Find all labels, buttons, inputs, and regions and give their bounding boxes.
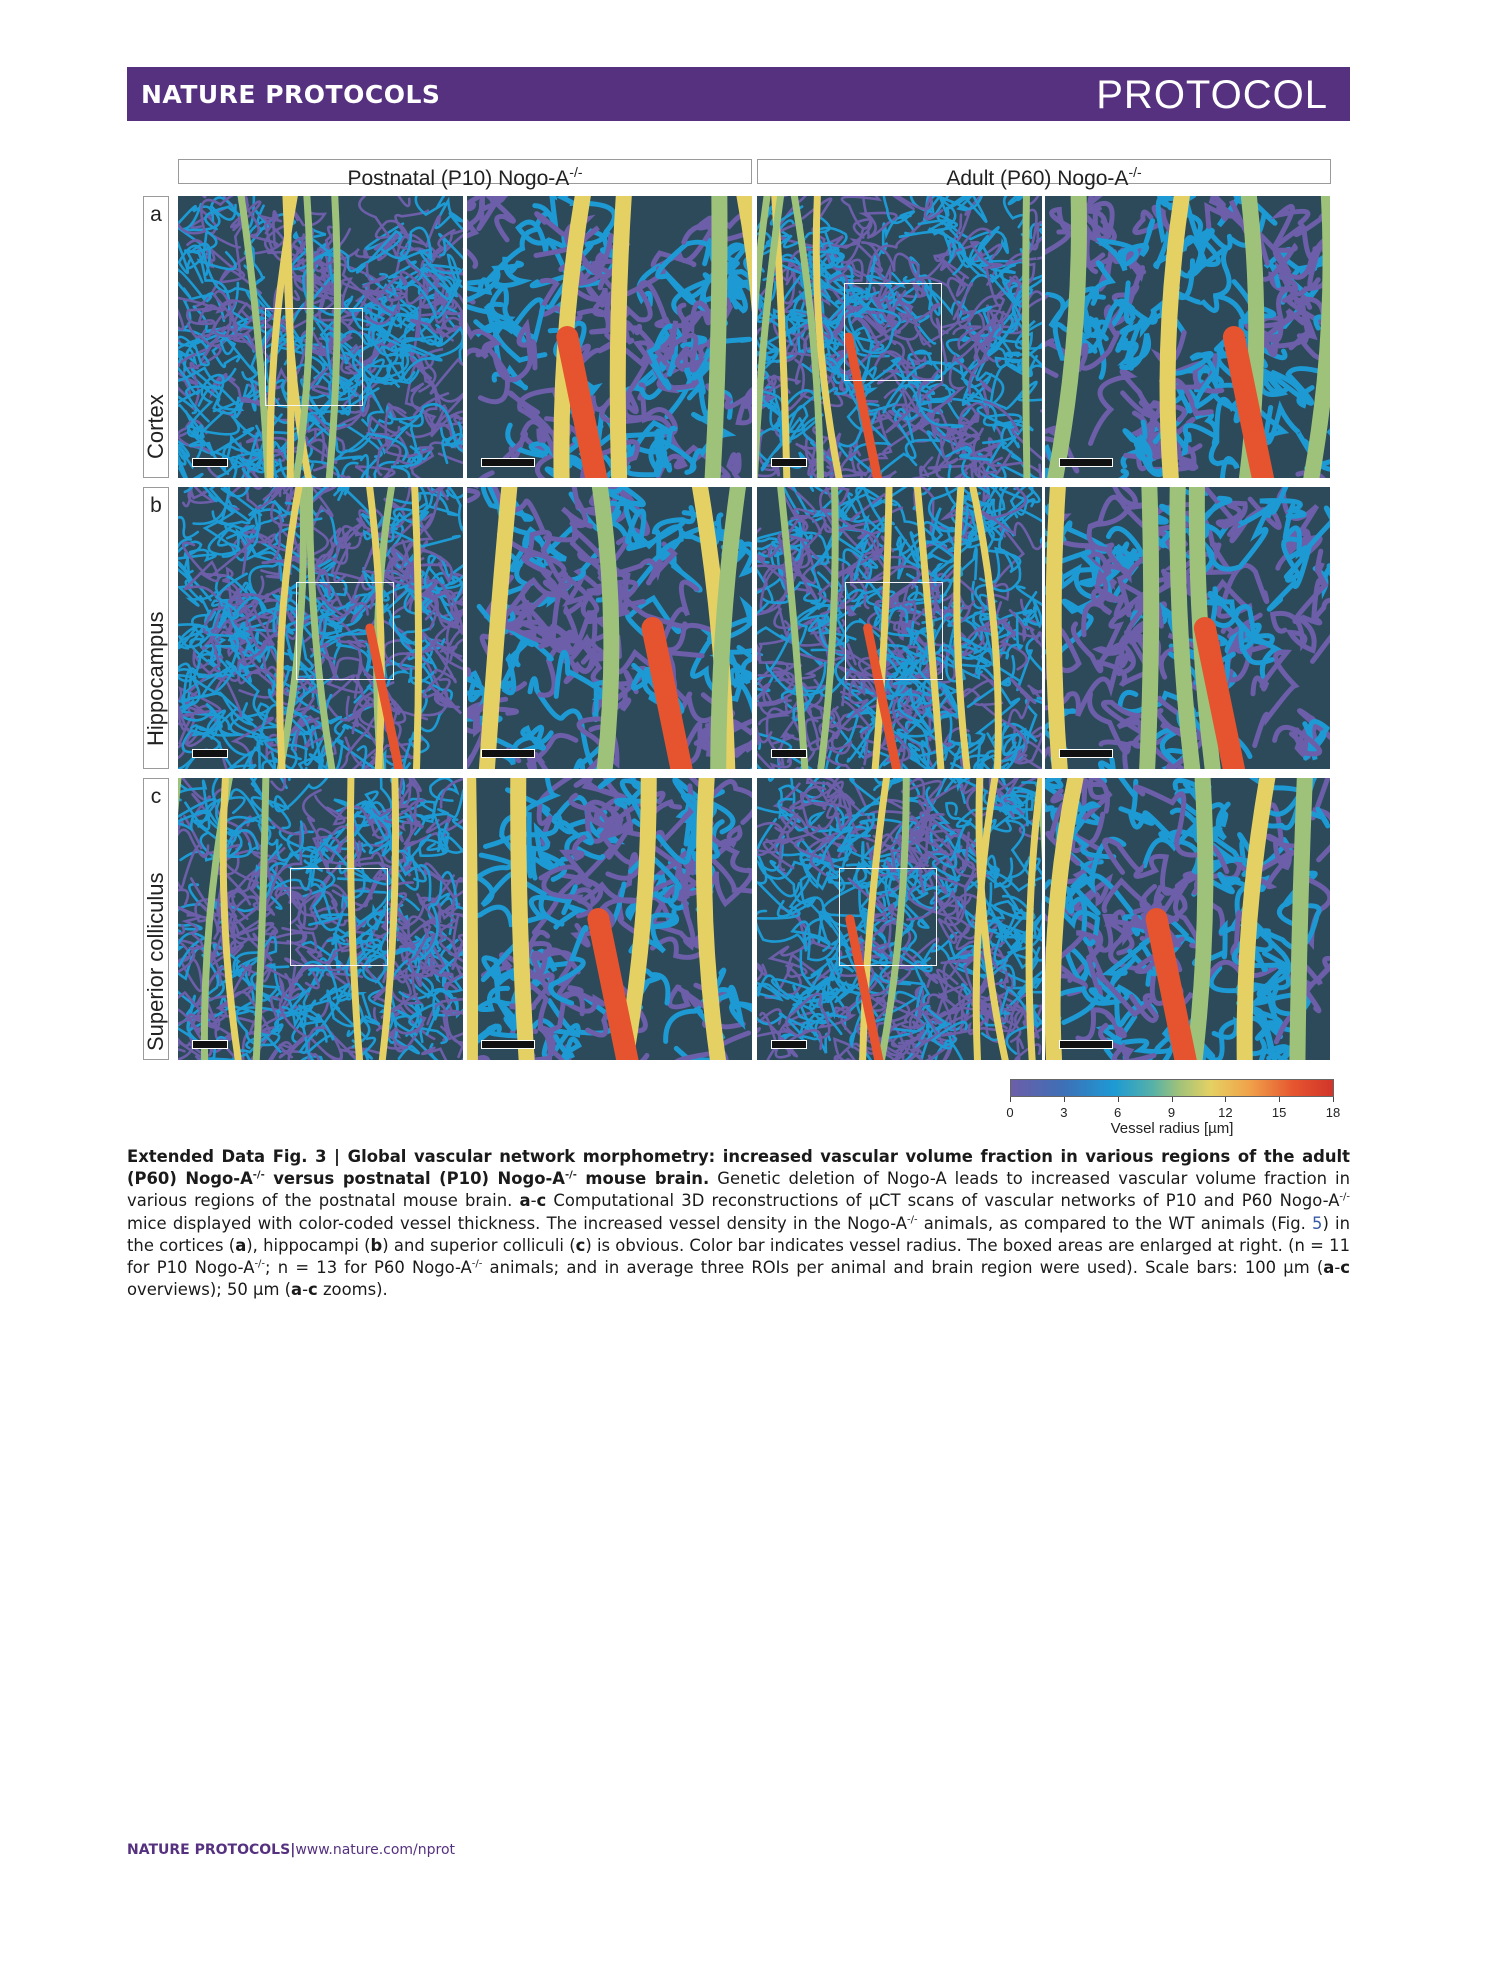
zoom-box [290, 868, 388, 966]
colorbar-tick-label: 9 [1167, 1105, 1176, 1120]
vessel-panel-cortex-p10-zoom [467, 196, 752, 478]
row-label-cortex [143, 196, 169, 478]
vessel-panel-superior-colliculus-p10-overview [178, 778, 463, 1060]
zoom-box [844, 283, 942, 381]
colorbar-tick [1225, 1097, 1226, 1102]
vessel-panel-cortex-p10-overview [178, 196, 463, 478]
colorbar-tick-label: 0 [1006, 1105, 1014, 1120]
zoom-box [845, 582, 943, 680]
caption-title: Extended Data Fig. 3 | Global vascular network morphometry: increased vascular volume fraction in various regions of the adult (P60) Nogo-A-/- versus postnatal (P10) Nogo-A-/- mouse brain. [127, 1147, 1350, 1189]
colorbar-tick [1064, 1097, 1065, 1102]
colorbar-tick-label: 18 [1325, 1105, 1341, 1120]
row-label-superior-colliculus [143, 778, 169, 1060]
footer-journal: NATURE PROTOCOLS [127, 1842, 291, 1858]
colorbar [1010, 1079, 1334, 1097]
colorbar-tick-label: 12 [1218, 1105, 1233, 1120]
column-header-p60: Adult (P60) Nogo-A-/- [757, 159, 1331, 184]
panel-letter-c: c [150, 785, 162, 808]
figure-caption: Extended Data Fig. 3 | Global vascular network morphometry: increased vascular volume fraction in various regions of the adult (P60) Nogo-A-/- versus postnatal (P10) Nogo-A-/- mouse brain. Genetic deletion of Nogo-A leads to increased vascular volume fraction in various regions of the postnatal mouse brain. a-c Computational 3D reconstructions of µCT scans of vascular networks of P10 and P60 Nogo-A-/- mice displayed with color-coded vessel thickness. The increased vessel density in the Nogo-A-/- animals, as compared to the WT animals (Fig. 5) in the cortices (a), hippocampi (b) and superior colliculi (c) is obvious. Color bar indicates vessel radius. The boxed areas are enlarged at right. (n = 11 for P10 Nogo-A-/-; n = 13 for P60 Nogo-A-/- animals; and in average three ROIs per animal and brain region were used). Scale bars: 100 µm (a-c overviews); 50 µm (a-c zooms). [127, 1147, 1350, 1300]
colorbar-ticks [1006, 1097, 1341, 1120]
scale-bar [192, 1040, 228, 1049]
figure-reference-link[interactable]: 5 [1312, 1213, 1323, 1233]
scale-bar [771, 749, 807, 758]
scale-bar [192, 749, 228, 758]
colorbar-tick [1010, 1097, 1011, 1102]
scale-bar [192, 458, 228, 467]
region-label-hippocampus: Hippocampus [143, 611, 168, 746]
column-header-p10: Postnatal (P10) Nogo-A-/- [178, 159, 752, 184]
zoom-box [839, 868, 937, 966]
vessel-panel-superior-colliculus-p60-zoom [1045, 778, 1330, 1060]
colorbar-label: Vessel radius [µm] [1110, 1120, 1234, 1137]
colorbar-tick [1172, 1097, 1173, 1102]
page-footer: NATURE PROTOCOLS|www.nature.com/nprot [127, 1842, 456, 1858]
panel-letter-a: a [150, 203, 162, 226]
vessel-panel-hippocampus-p60-zoom [1045, 487, 1330, 769]
footer-url[interactable]: www.nature.com/nprot [295, 1842, 456, 1858]
row-label-hippocampus [143, 487, 169, 769]
vessel-panel-superior-colliculus-p10-zoom [467, 778, 752, 1060]
scale-bar [481, 1040, 535, 1049]
vessel-panel-hippocampus-p10-overview [178, 487, 463, 769]
colorbar-tick [1118, 1097, 1119, 1102]
colorbar-tick-label: 15 [1271, 1105, 1287, 1120]
scale-bar [481, 749, 535, 758]
vessel-panel-cortex-p60-overview [757, 196, 1042, 478]
scale-bar [771, 1040, 807, 1049]
vessel-panel-superior-colliculus-p60-overview [757, 778, 1042, 1060]
region-label-cortex: Cortex [143, 394, 168, 459]
panel-letter-b: b [150, 494, 162, 517]
scale-bar [481, 458, 535, 467]
journal-name: NATURE PROTOCOLS [141, 80, 441, 109]
colorbar-tick [1279, 1097, 1280, 1102]
vessel-panel-hippocampus-p10-zoom [467, 487, 752, 769]
colorbar-tick-label: 3 [1060, 1105, 1068, 1120]
vessel-panel-hippocampus-p60-overview [757, 487, 1042, 769]
article-type: PROTOCOL [1096, 73, 1328, 117]
colorbar-tick-label: 6 [1114, 1105, 1122, 1120]
colorbar-tick [1333, 1097, 1334, 1102]
scale-bar [1059, 749, 1113, 758]
scale-bar [771, 458, 807, 467]
region-label-superior-colliculus: Superior colliculus [143, 872, 168, 1051]
scale-bar [1059, 1040, 1113, 1049]
zoom-box [265, 308, 363, 406]
zoom-box [296, 582, 394, 680]
scale-bar [1059, 458, 1113, 467]
vessel-panel-cortex-p60-zoom [1045, 196, 1330, 478]
